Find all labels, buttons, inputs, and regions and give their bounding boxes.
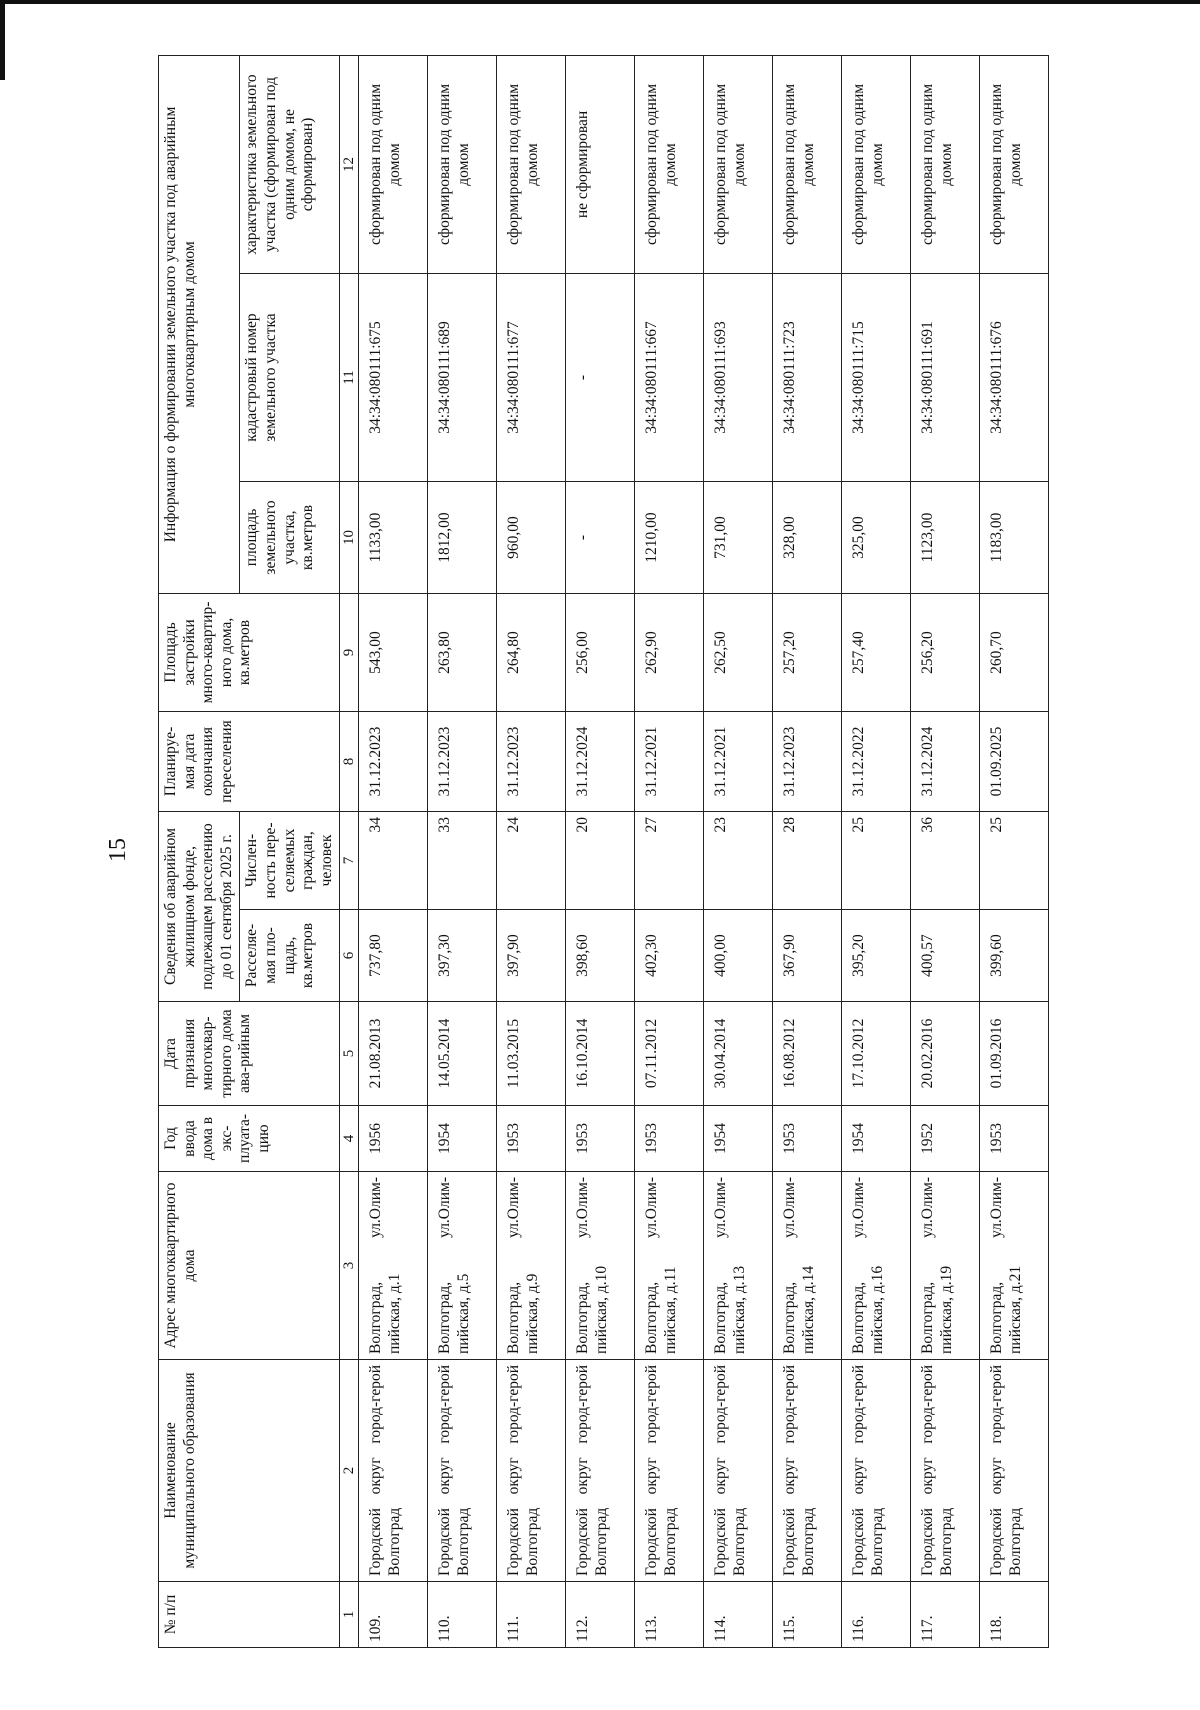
municipality-cell: Городской округ город-герой Волгоград: [704, 1360, 773, 1582]
resettled-people-cell: 23: [704, 812, 773, 910]
land-area-cell: 1133,00: [359, 482, 428, 594]
resettled-people-cell: 27: [635, 812, 704, 910]
row-number: 109.: [359, 1582, 428, 1648]
land-characteristic-cell: сформирован под одним домом: [842, 55, 911, 273]
resettled-area-cell: 397,90: [497, 910, 566, 1002]
building-area-cell: 256,00: [566, 594, 635, 712]
column-number-row: [340, 55, 359, 1647]
column-number: 3: [340, 1172, 359, 1360]
land-characteristic-cell: сформирован под одним домом: [980, 55, 1049, 273]
header-land-area: площадь земельного участка, кв.метров: [240, 482, 340, 594]
cadastral-number-cell: 34:34:080111:667: [635, 274, 704, 482]
municipality-cell: Городской округ город-герой Волгоград: [911, 1360, 980, 1582]
cadastral-number-cell: 34:34:080111:691: [911, 274, 980, 482]
address-cell: Волгоград, ул.Олим-пийская, д.16: [842, 1172, 911, 1360]
land-characteristic-cell: сформирован под одним домом: [428, 55, 497, 273]
land-area-cell: -: [566, 482, 635, 594]
municipality-cell: Городской округ город-герой Волгоград: [773, 1360, 842, 1582]
land-characteristic-cell: не сформирован: [566, 55, 635, 273]
address-cell: Волгоград, ул.Олим-пийская, д.11: [635, 1172, 704, 1360]
column-number: 12: [340, 55, 359, 273]
land-characteristic-cell: сформирован под одним домом: [911, 55, 980, 273]
land-characteristic-cell: сформирован под одним домом: [497, 55, 566, 273]
cadastral-number-cell: 34:34:080111:693: [704, 274, 773, 482]
table-row: [428, 55, 497, 1647]
column-number: 2: [340, 1360, 359, 1582]
municipality-cell: Городской округ город-герой Волгоград: [566, 1360, 635, 1582]
resettled-people-cell: 25: [842, 812, 911, 910]
building-area-cell: 257,20: [773, 594, 842, 712]
header-building-area: Площадь застройки много-квартир-ного дома, кв.метров: [159, 594, 340, 712]
cadastral-number-cell: 34:34:080111:715: [842, 274, 911, 482]
land-characteristic-cell: сформирован под одним домом: [359, 55, 428, 273]
resettled-area-cell: 398,60: [566, 910, 635, 1002]
land-area-cell: 1123,00: [911, 482, 980, 594]
land-area-cell: 1812,00: [428, 482, 497, 594]
header-address: Адрес многоквартирного дома: [159, 1172, 340, 1360]
page-number: 15: [105, 838, 131, 862]
municipality-cell: Городской округ город-герой Волгоград: [980, 1360, 1049, 1582]
year-cell: 1953: [635, 1106, 704, 1172]
header-land-characteristic: характеристика земельного участка (сформирован под одним домом, не сформирован): [240, 55, 340, 273]
year-cell: 1954: [842, 1106, 911, 1172]
header-cadastral-number: кадастровый номер земельного участка: [240, 274, 340, 482]
header-planned-date: Планируе-мая дата окончания переселения: [159, 712, 340, 812]
row-number: 115.: [773, 1582, 842, 1648]
municipality-cell: Городской округ город-герой Волгоград: [842, 1360, 911, 1582]
header-resettled-area: Расселяе-мая пло-щадь, кв.метров: [240, 910, 340, 1002]
land-characteristic-cell: сформирован под одним домом: [635, 55, 704, 273]
resettled-area-cell: 402,30: [635, 910, 704, 1002]
planned-date-cell: 31.12.2023: [497, 712, 566, 812]
address-cell: Волгоград, ул.Олим-пийская, д.19: [911, 1172, 980, 1360]
land-area-cell: 328,00: [773, 482, 842, 594]
header-num: № п/п: [159, 1582, 340, 1648]
resettled-people-cell: 34: [359, 812, 428, 910]
year-cell: 1953: [980, 1106, 1049, 1172]
land-area-cell: 325,00: [842, 482, 911, 594]
row-number: 113.: [635, 1582, 704, 1648]
land-area-cell: 731,00: [704, 482, 773, 594]
year-cell: 1952: [911, 1106, 980, 1172]
scan-edge-top: [0, 0, 1200, 4]
municipality-cell: Городской округ город-герой Волгоград: [428, 1360, 497, 1582]
header-land-plot-group: Информация о формировании земельного участка под аварийным многоквартирным домом: [159, 55, 240, 593]
building-area-cell: 264,80: [497, 594, 566, 712]
resettled-people-cell: 33: [428, 812, 497, 910]
address-cell: Волгоград, ул.Олим-пийская, д.21: [980, 1172, 1049, 1360]
address-cell: Волгоград, ул.Олим-пийская, д.14: [773, 1172, 842, 1360]
planned-date-cell: 31.12.2023: [773, 712, 842, 812]
planned-date-cell: 31.12.2021: [704, 712, 773, 812]
cadastral-number-cell: 34:34:080111:675: [359, 274, 428, 482]
table-row: [497, 55, 566, 1647]
building-area-cell: 260,70: [980, 594, 1049, 712]
emergency-date-cell: 17.10.2012: [842, 1002, 911, 1106]
row-number: 110.: [428, 1582, 497, 1648]
header-year-built: Год ввода дома в экс-плуата-цию: [159, 1106, 340, 1172]
header-emergency-date: Дата признания многоквар-тирного дома ава-рийным: [159, 1002, 340, 1106]
row-number: 112.: [566, 1582, 635, 1648]
land-area-cell: 1183,00: [980, 482, 1049, 594]
municipality-cell: Городской округ город-герой Волгоград: [497, 1360, 566, 1582]
table-row: [773, 55, 842, 1647]
resettled-area-cell: 400,00: [704, 910, 773, 1002]
emergency-date-cell: 14.05.2014: [428, 1002, 497, 1106]
year-cell: 1953: [773, 1106, 842, 1172]
land-area-cell: 960,00: [497, 482, 566, 594]
emergency-housing-table: [158, 55, 1049, 1648]
year-cell: 1954: [428, 1106, 497, 1172]
column-number: 6: [340, 910, 359, 1002]
column-number: 4: [340, 1106, 359, 1172]
column-number: 8: [340, 712, 359, 812]
resettled-area-cell: 737,80: [359, 910, 428, 1002]
address-cell: Волгоград, ул.Олим-пийская, д.9: [497, 1172, 566, 1360]
resettled-people-cell: 28: [773, 812, 842, 910]
building-area-cell: 263,80: [428, 594, 497, 712]
planned-date-cell: 31.12.2023: [428, 712, 497, 812]
emergency-date-cell: 20.02.2016: [911, 1002, 980, 1106]
address-cell: Волгоград, ул.Олим-пийская, д.1: [359, 1172, 428, 1360]
address-cell: Волгоград, ул.Олим-пийская, д.5: [428, 1172, 497, 1360]
column-number: 11: [340, 274, 359, 482]
table-row: [980, 55, 1049, 1647]
year-cell: 1956: [359, 1106, 428, 1172]
municipality-cell: Городской округ город-герой Волгоград: [635, 1360, 704, 1582]
column-number: 5: [340, 1002, 359, 1106]
cadastral-number-cell: 34:34:080111:723: [773, 274, 842, 482]
header-resettled-people: Числен-ность пере-селяемых граждан, человек: [240, 812, 340, 910]
planned-date-cell: 31.12.2022: [842, 712, 911, 812]
planned-date-cell: 31.12.2024: [566, 712, 635, 812]
planned-date-cell: 31.12.2021: [635, 712, 704, 812]
table-row: [842, 55, 911, 1647]
building-area-cell: 257,40: [842, 594, 911, 712]
planned-date-cell: 01.09.2025: [980, 712, 1049, 812]
resettled-area-cell: 397,30: [428, 910, 497, 1002]
land-characteristic-cell: сформирован под одним домом: [773, 55, 842, 273]
table-row: [566, 55, 635, 1647]
emergency-date-cell: 21.08.2013: [359, 1002, 428, 1106]
emergency-date-cell: 07.11.2012: [635, 1002, 704, 1106]
land-characteristic-cell: сформирован под одним домом: [704, 55, 773, 273]
planned-date-cell: 31.12.2023: [359, 712, 428, 812]
header-emergency-fund-group: Сведения об аварийном жилищном фонде, подлежащем расселению до 01 сентября 2025 г.: [159, 812, 240, 1002]
resettled-area-cell: 395,20: [842, 910, 911, 1002]
year-cell: 1954: [704, 1106, 773, 1172]
resettled-area-cell: 399,60: [980, 910, 1049, 1002]
year-cell: 1953: [497, 1106, 566, 1172]
cadastral-number-cell: 34:34:080111:676: [980, 274, 1049, 482]
emergency-date-cell: 01.09.2016: [980, 1002, 1049, 1106]
address-cell: Волгоград, ул.Олим-пийская, д.10: [566, 1172, 635, 1360]
resettled-area-cell: 367,90: [773, 910, 842, 1002]
municipality-cell: Городской округ город-герой Волгоград: [359, 1360, 428, 1582]
cadastral-number-cell: 34:34:080111:677: [497, 274, 566, 482]
cadastral-number-cell: 34:34:080111:689: [428, 274, 497, 482]
resettled-people-cell: 24: [497, 812, 566, 910]
address-cell: Волгоград, ул.Олим-пийская, д.13: [704, 1172, 773, 1360]
resettled-people-cell: 20: [566, 812, 635, 910]
column-number: 9: [340, 594, 359, 712]
scan-edge-left: [0, 0, 5, 80]
emergency-date-cell: 11.03.2015: [497, 1002, 566, 1106]
table-row: [911, 55, 980, 1647]
row-number: 117.: [911, 1582, 980, 1648]
emergency-date-cell: 30.04.2014: [704, 1002, 773, 1106]
header-municipality: Наименование муниципального образования: [159, 1360, 340, 1582]
row-number: 118.: [980, 1582, 1049, 1648]
emergency-date-cell: 16.08.2012: [773, 1002, 842, 1106]
row-number: 116.: [842, 1582, 911, 1648]
column-number: 1: [340, 1582, 359, 1648]
building-area-cell: 262,90: [635, 594, 704, 712]
row-number: 111.: [497, 1582, 566, 1648]
emergency-date-cell: 16.10.2014: [566, 1002, 635, 1106]
resettled-people-cell: 36: [911, 812, 980, 910]
column-number: 10: [340, 482, 359, 594]
land-area-cell: 1210,00: [635, 482, 704, 594]
building-area-cell: 543,00: [359, 594, 428, 712]
table-row: [635, 55, 704, 1647]
table-row: [704, 55, 773, 1647]
rotated-table-container: [158, 56, 1074, 1648]
building-area-cell: 256,20: [911, 594, 980, 712]
year-cell: 1953: [566, 1106, 635, 1172]
planned-date-cell: 31.12.2024: [911, 712, 980, 812]
building-area-cell: 262,50: [704, 594, 773, 712]
row-number: 114.: [704, 1582, 773, 1648]
table-row: [359, 55, 428, 1647]
cadastral-number-cell: -: [566, 274, 635, 482]
resettled-people-cell: 25: [980, 812, 1049, 910]
resettled-area-cell: 400,57: [911, 910, 980, 1002]
column-number: 7: [340, 812, 359, 910]
